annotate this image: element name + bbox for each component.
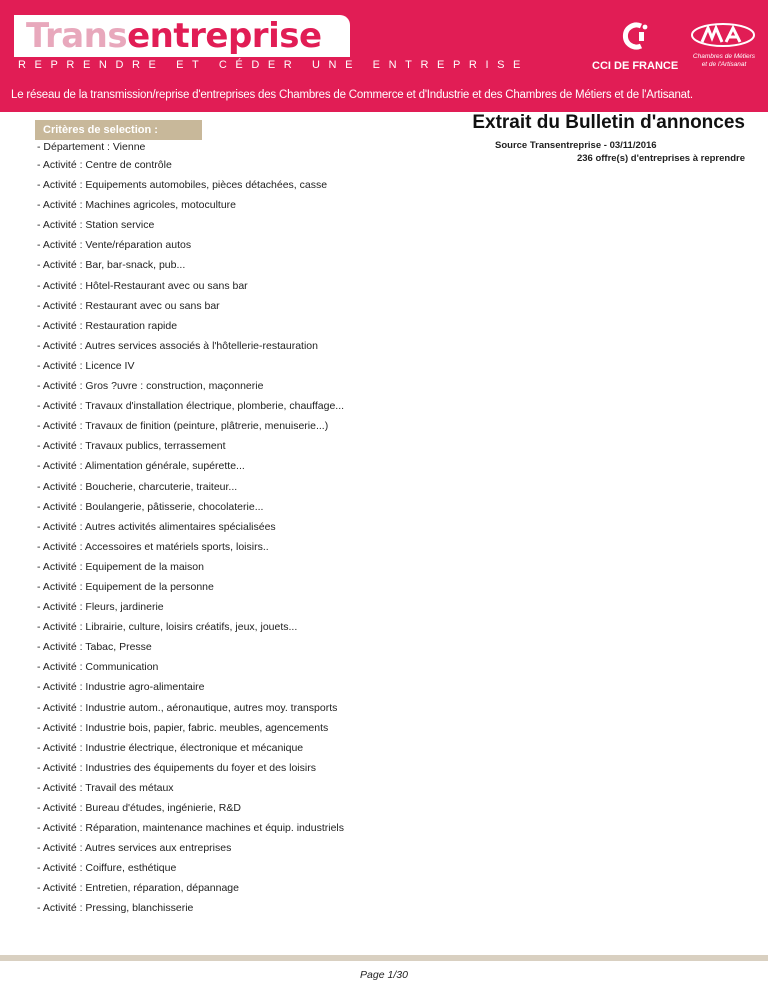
criteria-activity-item: - Activité : Autres activités alimentaires spécialisées — [37, 520, 276, 533]
source-line: Source Transentreprise - 03/11/2016 — [495, 140, 657, 151]
criteria-activity-item: - Activité : Station service — [37, 219, 155, 232]
criteria-activity-item: - Activité : Accessoires et matériels sports, loisirs.. — [37, 540, 269, 553]
document-title: Extrait du Bulletin d'annonces — [472, 112, 745, 133]
cma-emblem-icon — [690, 22, 756, 48]
header-banner — [0, 0, 768, 112]
network-description: Le réseau de la transmission/reprise d'entreprises des Chambres de Commerce et d'Industrie et des Chambres de Métiers et de l'Artisanat. — [11, 89, 693, 101]
criteria-department: - Département : Vienne — [37, 141, 146, 153]
cci-logo-text: CCI DE FRANCE — [592, 60, 679, 72]
cci-logo — [588, 20, 683, 75]
logo-part-entreprise: entreprise — [127, 16, 322, 56]
criteria-activity-item: - Activité : Centre de contrôle — [37, 159, 172, 171]
cci-emblem-icon — [619, 20, 651, 52]
criteria-activity-item: - Activité : Boucherie, charcuterie, traiteur... — [37, 480, 238, 493]
criteria-activity-item: - Activité : Licence IV — [37, 359, 135, 372]
criteria-activity-item: - Activité : Vente/réparation autos — [37, 239, 192, 252]
criteria-activity-item: - Activité : Bar, bar-snack, pub... — [37, 259, 186, 272]
criteria-activity-item: - Activité : Boulangerie, pâtisserie, chocolaterie... — [37, 500, 264, 513]
criteria-activity-item: - Activité : Hôtel-Restaurant avec ou sans bar — [37, 279, 248, 292]
criteria-activity-item: - Activité : Travaux de finition (peinture, plâtrerie, menuiserie...) — [37, 420, 329, 433]
criteria-label: Critères de selection : — [35, 120, 202, 140]
criteria-activity-item: - Activité : Equipement de la maison — [37, 560, 204, 573]
criteria-activity-item: - Activité : Travaux d'installation électrique, plomberie, chauffage... — [37, 400, 345, 413]
criteria-activity-item: - Activité : Autres services associés à l'hôtellerie-restauration — [37, 339, 318, 352]
criteria-activity-item: - Activité : Machines agricoles, motoculture — [37, 199, 236, 212]
criteria-activity-item: - Activité : Industrie bois, papier, fabric. meubles, agencements — [37, 721, 329, 734]
criteria-activity-item: - Activité : Autres services aux entreprises — [37, 842, 232, 855]
criteria-activity-item: - Activité : Travail des métaux — [37, 781, 174, 794]
criteria-activity-item: - Activité : Industrie agro-alimentaire — [37, 681, 205, 694]
criteria-activity-item: - Activité : Equipement de la personne — [37, 580, 214, 593]
footer-divider — [0, 955, 768, 961]
criteria-activity-item: - Activité : Travaux publics, terrassement — [37, 440, 226, 453]
criteria-activity-item: - Activité : Industrie autom., aéronautique, autres moy. transports — [37, 701, 338, 714]
criteria-activity-item: - Activité : Entretien, réparation, dépannage — [37, 882, 239, 895]
criteria-activity-item: - Activité : Equipements automobiles, pièces détachées, casse — [37, 179, 328, 192]
criteria-activity-item: - Activité : Tabac, Presse — [37, 641, 152, 654]
criteria-activity-item: - Activité : Librairie, culture, loisirs créatifs, jeux, jouets... — [37, 621, 298, 634]
criteria-activity-item: - Activité : Alimentation générale, supérette... — [37, 460, 245, 473]
criteria-activity-item: - Activité : Réparation, maintenance machines et équip. industriels — [37, 822, 344, 835]
logo-wordmark — [26, 14, 322, 58]
criteria-activity-item: - Activité : Industrie électrique, électronique et mécanique — [37, 741, 304, 754]
criteria-activity-item: - Activité : Restaurant avec ou sans bar — [37, 299, 220, 312]
criteria-activity-item: - Activité : Fleurs, jardinerie — [37, 601, 164, 614]
tagline: REPRENDRE ET CÉDER UNE ENTREPRISE — [18, 59, 529, 71]
cma-logo-line-2: et de l'Artisanat — [701, 61, 747, 68]
criteria-activity-item: - Activité : Bureau d'études, ingénierie, R&D — [37, 802, 241, 814]
criteria-activity-item: - Activité : Restauration rapide — [37, 319, 178, 332]
criteria-activity-item: - Activité : Industries des équipements du foyer et des loisirs — [37, 761, 316, 774]
cma-logo-text — [688, 53, 760, 69]
criteria-activity-list — [37, 155, 344, 919]
criteria-activity-item: - Activité : Pressing, blanchisserie — [37, 902, 194, 915]
cma-logo — [688, 20, 760, 80]
offer-count: 236 offre(s) d'entreprises à reprendre — [576, 153, 745, 164]
cma-logo-line-1: Chambres de Métiers — [692, 53, 756, 60]
criteria-activity-item: - Activité : Communication — [37, 661, 159, 674]
criteria-activity-item: - Activité : Gros ?uvre : construction, maçonnerie — [37, 380, 264, 393]
page-number: Page 1/30 — [360, 969, 408, 981]
criteria-activity-item: - Activité : Coiffure, esthétique — [37, 862, 177, 875]
logo-part-trans: Trans — [26, 16, 128, 56]
